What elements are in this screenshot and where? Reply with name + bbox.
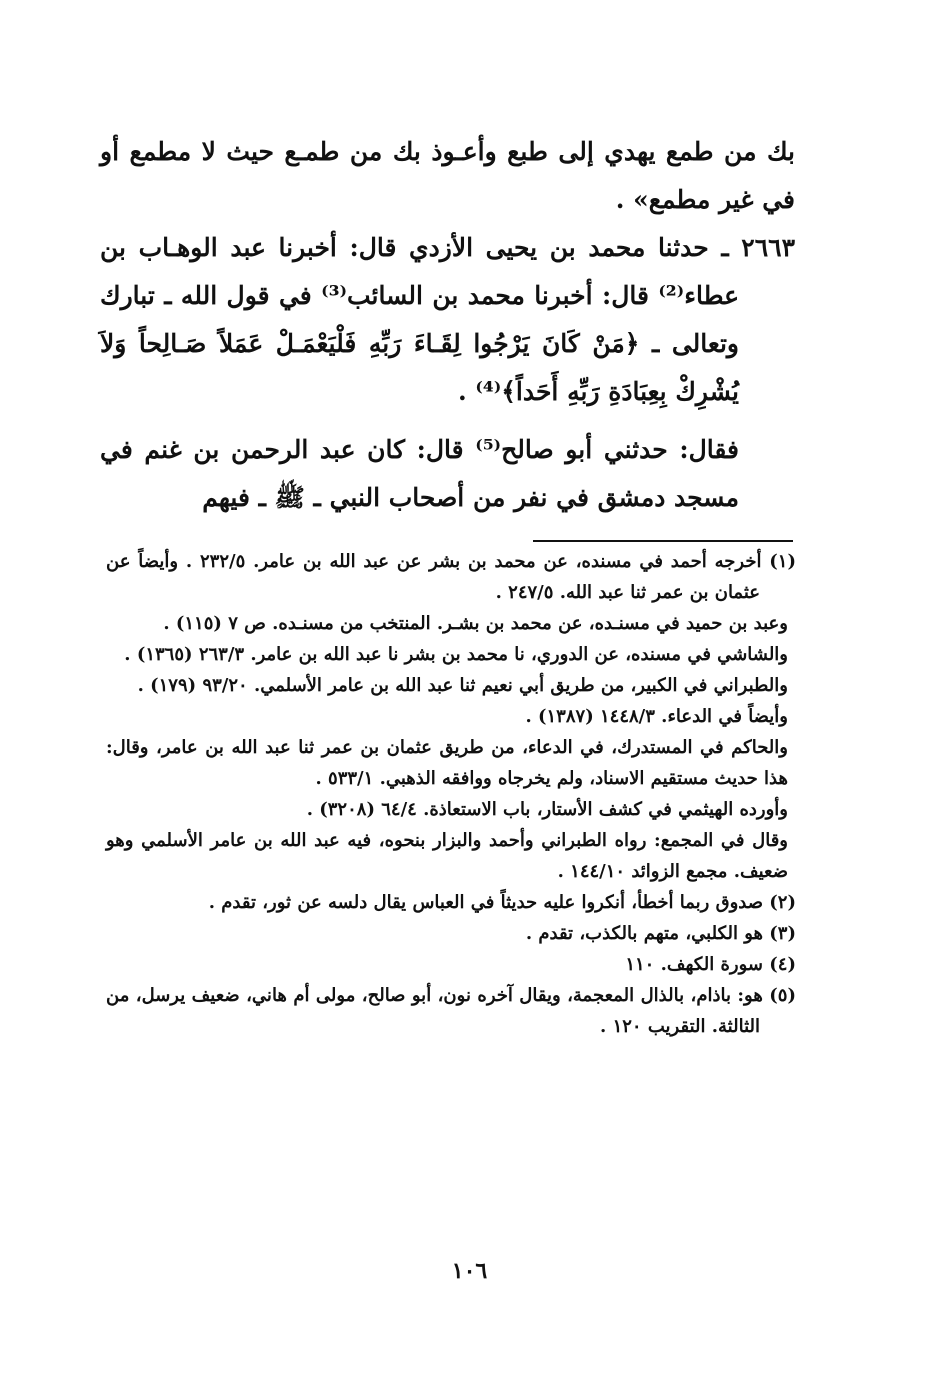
footnote-5: (٥) هو: باذام، بالذال المعجمة، ويقال آخره نون، أبو صالح، مولى أم هاني، ضعيف يرسل، من الثالثة. التقريب ١٢٠ . xyxy=(106,985,796,1037)
footnote-separator xyxy=(533,540,793,542)
footnote-2: (٢) صدوق ربما أخطأ، أنكروا عليه حديثاً في العباس يقال دلسه عن ثور، تقدم . xyxy=(208,892,796,913)
footnote-4: (٤) سورة الكهف. ١١٠ xyxy=(625,954,796,975)
page-number: ١٠٦ xyxy=(451,1258,488,1284)
hadith-2663: ٢٦٦٣ ـ حدثنا محمد بن يحيى الأزدي قال: أخبرنا عبد الوهـاب بن عطاء⁽²⁾ قال: أخبرنا محمد بن السائب⁽³⁾ في قول الله ـ تبارك وتعالى ـ ﴿مَنْ كَانَ يَرْجُوا لِقَـاءَ رَبِّهِ فَلْيَعْمَـلْ عَمَلاً صَـالِحاً وَلاَ يُشْرِكْ بِعِبَادَةِ رَبِّهِ أَحَداً﴾⁽⁴⁾ . xyxy=(100,233,795,406)
paragraph-abu-salih: فقال: حدثني أبو صالح⁽⁵⁾ قال: كان عبد الرحمن بن غنم في مسجد دمشق في نفر من أصحاب النبي ـ ﷺ ـ فيهم xyxy=(100,435,739,512)
footnote-1-hakim: والحاكم في المستدرك، في الدعاء، من طريق عثمان بن عمر ثنا عبد الله بن عامر، وقال: هذا حديث مستقيم الاسناد، ولم يخرجاه ووافقه الذهبي. ٥٣٣/١ . xyxy=(106,737,788,789)
footnote-1-shashi: والشاشي في مسنده، عن الدوري، نا محمد بن بشر نا عبد الله بن عامر. ٢٦٣/٣ (١٣٦٥) . xyxy=(124,644,788,665)
footnote-1-majma: وقال في المجمع: رواه الطبراني وأحمد والبزار بنحوه، فيه عبد الله بن عامر الأسلمي وهو ضعيف. مجمع الزوائد ١٤٤/١٠ . xyxy=(106,830,788,882)
footnote-1-haythami: وأورده الهيثمي في كشف الأستار، باب الاستعاذة. ٦٤/٤ (٣٢٠٨) . xyxy=(306,799,788,820)
footnote-1: (١) أخرجه أحمد في مسنده، عن محمد بن بشر عن عبد الله بن عامر. ٢٣٢/٥ . وأيضاً عن عثمان بن عمر ثنا عبد الله. ٢٤٧/٥ . xyxy=(106,551,796,603)
paragraph-continuation: بك من طمع يهدي إلى طبع وأعـوذ بك من طمـع حيث لا مطمع أو في غير مطمع» . xyxy=(100,137,795,214)
footnotes xyxy=(106,546,796,1042)
main-text xyxy=(100,128,795,522)
footnote-1-tabarani: والطبراني في الكبير، من طريق أبي نعيم ثنا عبد الله بن عامر الأسلمي. ٩٣/٢٠ (١٧٩) . xyxy=(137,675,788,696)
footnote-1-abd-bin-humaid: وعبد بن حميد في مسنـده، عن محمد بن بشـر. المنتخب من مسنـده. ص ٧ (١١٥) . xyxy=(163,613,788,634)
footnote-1-dua: وأيضاً في الدعاء. ١٤٤٨/٣ (١٣٨٧) . xyxy=(525,706,788,727)
footnote-3: (٣) هو الكلبي، متهم بالكذب، تقدم . xyxy=(525,923,796,944)
